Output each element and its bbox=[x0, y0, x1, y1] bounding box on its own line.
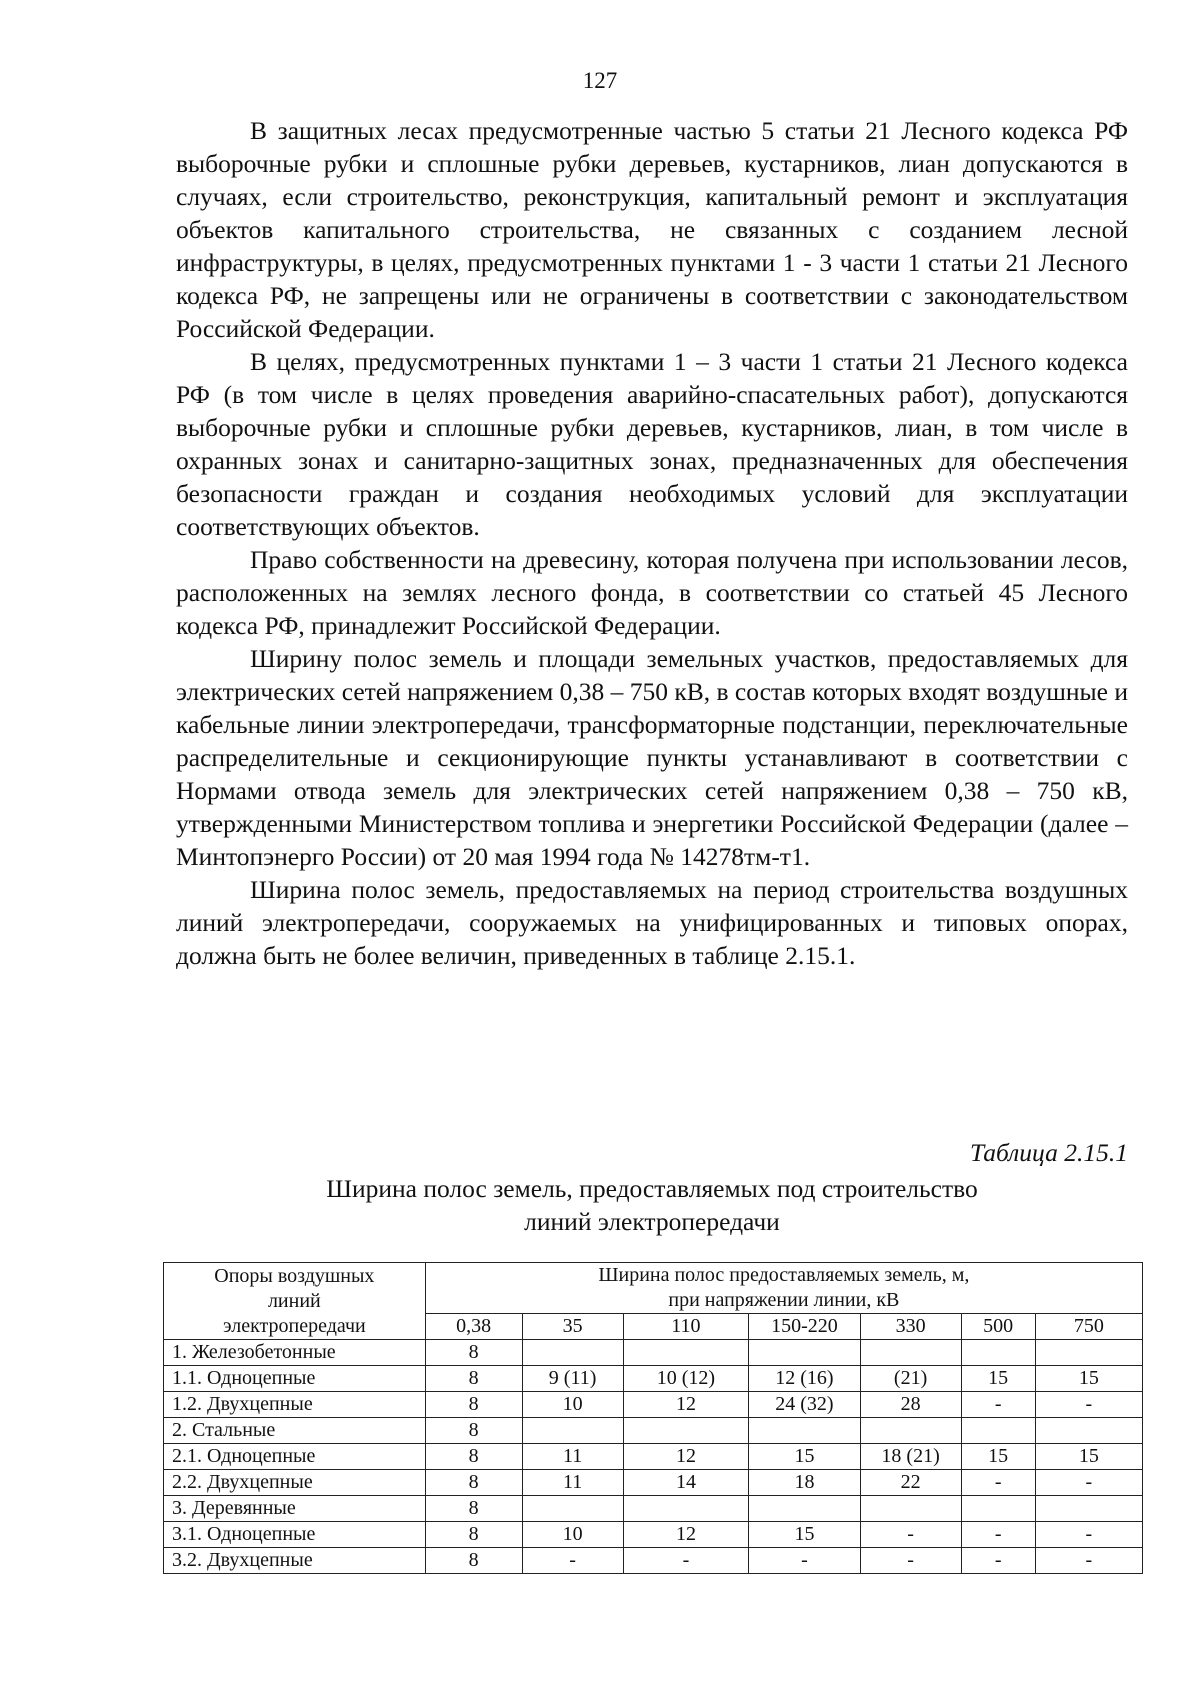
table-cell: 24 (32) bbox=[749, 1392, 860, 1418]
table-cell bbox=[623, 1340, 749, 1366]
table-cell: 8 bbox=[425, 1548, 522, 1574]
table-cell: - bbox=[860, 1522, 961, 1548]
table-row bbox=[164, 1522, 1143, 1548]
voltage-header: 330 bbox=[860, 1314, 961, 1340]
table-cell: 10 bbox=[522, 1522, 623, 1548]
paragraph: Право собственности на древесину, которая получена при использовании лесов, расположенных на землях лесного фонда, в соответствии со статьей 45 Лесного кодекса РФ, принадлежит Российской Федерации. bbox=[176, 545, 1128, 640]
table-cell: 8 bbox=[425, 1444, 522, 1470]
table-cell bbox=[749, 1418, 860, 1444]
land-width-table bbox=[163, 1262, 1143, 1574]
voltage-header: 0,38 bbox=[425, 1314, 522, 1340]
table-cell: 15 bbox=[961, 1444, 1035, 1470]
table-cell: 8 bbox=[425, 1496, 522, 1522]
table-row bbox=[164, 1470, 1143, 1496]
table-cell: 11 bbox=[522, 1470, 623, 1496]
header-supports bbox=[164, 1263, 426, 1340]
header-supports-text: Опоры воздушных линий электропередачи bbox=[214, 1264, 375, 1337]
table-row bbox=[164, 1340, 1143, 1366]
table-title-line: линий электропередачи bbox=[524, 1207, 780, 1236]
header-width bbox=[425, 1263, 1142, 1314]
header-width-line: при напряжении линии, кВ bbox=[668, 1289, 900, 1311]
table-cell: 8 bbox=[425, 1522, 522, 1548]
row-label: 3.1. Одноцепные bbox=[164, 1522, 426, 1548]
table-cell: - bbox=[749, 1548, 860, 1574]
table-cell: - bbox=[1035, 1548, 1142, 1574]
table-cell: 28 bbox=[860, 1392, 961, 1418]
table-cell: 10 bbox=[522, 1392, 623, 1418]
row-label: 2. Стальные bbox=[164, 1418, 426, 1444]
voltage-header: 750 bbox=[1035, 1314, 1142, 1340]
table-header-row bbox=[164, 1263, 1143, 1314]
table-cell: 8 bbox=[425, 1392, 522, 1418]
table-row bbox=[164, 1548, 1143, 1574]
row-label: 2.2. Двухцепные bbox=[164, 1470, 426, 1496]
table-cell: - bbox=[961, 1522, 1035, 1548]
table-cell: 8 bbox=[425, 1418, 522, 1444]
table-row bbox=[164, 1392, 1143, 1418]
body-text bbox=[176, 114, 1128, 972]
table-cell bbox=[961, 1418, 1035, 1444]
table-cell: 14 bbox=[623, 1470, 749, 1496]
table-cell bbox=[522, 1496, 623, 1522]
table-cell: 12 bbox=[623, 1392, 749, 1418]
row-label: 2.1. Одноцепные bbox=[164, 1444, 426, 1470]
voltage-header: 150-220 bbox=[749, 1314, 860, 1340]
table-body bbox=[164, 1340, 1143, 1574]
table-row bbox=[164, 1366, 1143, 1392]
voltage-header: 35 bbox=[522, 1314, 623, 1340]
table-cell bbox=[623, 1418, 749, 1444]
table-cell: 15 bbox=[749, 1522, 860, 1548]
table-cell bbox=[860, 1340, 961, 1366]
table-cell bbox=[1035, 1418, 1142, 1444]
table-row bbox=[164, 1496, 1143, 1522]
page-number: 127 bbox=[582, 68, 618, 93]
table-cell bbox=[522, 1340, 623, 1366]
table-cell bbox=[961, 1496, 1035, 1522]
table-cell bbox=[623, 1496, 749, 1522]
table-cell: 15 bbox=[1035, 1444, 1142, 1470]
table-row bbox=[164, 1418, 1143, 1444]
voltage-header: 110 bbox=[623, 1314, 749, 1340]
table-cell: - bbox=[961, 1392, 1035, 1418]
row-label: 1. Железобетонные bbox=[164, 1340, 426, 1366]
table-cell: 12 bbox=[623, 1522, 749, 1548]
table-cell: - bbox=[623, 1548, 749, 1574]
table-cell bbox=[749, 1496, 860, 1522]
table-cell bbox=[749, 1340, 860, 1366]
row-label: 1.2. Двухцепные bbox=[164, 1392, 426, 1418]
table-cell: 18 (21) bbox=[860, 1444, 961, 1470]
table-row bbox=[164, 1444, 1143, 1470]
table-cell: - bbox=[860, 1548, 961, 1574]
paragraph: В целях, предусмотренных пунктами 1 – 3 части 1 статьи 21 Лесного кодекса РФ (в том числе в целях проведения аварийно-спасательных работ), допускаются выборочные рубки и сплошные рубки деревьев, кустарников, лиан, в том числе в охранных зонах и санитарно-защитных зонах, предназначенных для обеспечения безопасности граждан и создания необходимых условий для эксплуатации соответствующих объектов. bbox=[176, 347, 1128, 541]
table-cell: - bbox=[1035, 1470, 1142, 1496]
table-cell: - bbox=[1035, 1522, 1142, 1548]
table-cell: 15 bbox=[961, 1366, 1035, 1392]
table-cell bbox=[860, 1496, 961, 1522]
table-title bbox=[176, 1172, 1128, 1238]
table-cell bbox=[860, 1418, 961, 1444]
table-cell: - bbox=[1035, 1392, 1142, 1418]
table-cell: 11 bbox=[522, 1444, 623, 1470]
table-cell: (21) bbox=[860, 1366, 961, 1392]
paragraph: В защитных лесах предусмотренные частью 5 статьи 21 Лесного кодекса РФ выборочные рубки и сплошные рубки деревьев, кустарников, лиан допускаются в случаях, если строительство, реконструкция, капитальный ремонт и эксплуатация объектов капитального строительства, не связанных с созданием лесной инфраструктуры, в целях, предусмотренных пунктами 1 - 3 части 1 статьи 21 Лесного кодекса РФ, не запрещены или не ограничены в соответствии с законодательством Российской Федерации. bbox=[176, 116, 1128, 343]
row-label: 3. Деревянные bbox=[164, 1496, 426, 1522]
paragraph: Ширина полос земель, предоставляемых на период строительства воздушных линий электропередачи, сооружаемых на унифицированных и типовых опорах, должна быть не более величин, приведенных в таблице 2.15.1. bbox=[176, 875, 1128, 970]
table-cell bbox=[522, 1418, 623, 1444]
table-cell bbox=[1035, 1496, 1142, 1522]
table-cell: - bbox=[961, 1470, 1035, 1496]
row-label: 1.1. Одноцепные bbox=[164, 1366, 426, 1392]
table-cell: 8 bbox=[425, 1340, 522, 1366]
table-cell bbox=[1035, 1340, 1142, 1366]
table-cell: 12 bbox=[623, 1444, 749, 1470]
table-cell: 12 (16) bbox=[749, 1366, 860, 1392]
header-width-line: Ширина полос предоставляемых земель, м, bbox=[598, 1264, 970, 1286]
table-cell: 22 bbox=[860, 1470, 961, 1496]
table-caption: Таблица 2.15.1 bbox=[969, 1138, 1128, 1167]
row-label: 3.2. Двухцепные bbox=[164, 1548, 426, 1574]
table-cell: 10 (12) bbox=[623, 1366, 749, 1392]
table-cell bbox=[961, 1340, 1035, 1366]
table-cell: 15 bbox=[1035, 1366, 1142, 1392]
table-cell: 8 bbox=[425, 1470, 522, 1496]
table-cell: 15 bbox=[749, 1444, 860, 1470]
table-cell: 8 bbox=[425, 1366, 522, 1392]
table-cell: - bbox=[961, 1548, 1035, 1574]
table-cell: 9 (11) bbox=[522, 1366, 623, 1392]
voltage-header: 500 bbox=[961, 1314, 1035, 1340]
table-cell: - bbox=[522, 1548, 623, 1574]
paragraph: Ширину полос земель и площади земельных участков, предоставляемых для электрических сетей напряжением 0,38 – 750 кВ, в состав которых входят воздушные и кабельные линии электропередачи, трансформаторные подстанции, переключательные распределительные и секционирующие пункты устанавливают в соответствии с Нормами отвода земель для электрических сетей напряжением 0,38 – 750 кВ, утвержденными Министерством топлива и энергетики Российской Федерации (далее – Минтопэнерго России) от 20 мая 1994 года № 14278тм-т1. bbox=[176, 644, 1128, 871]
table-cell: 18 bbox=[749, 1470, 860, 1496]
table-title-line: Ширина полос земель, предоставляемых под строительство bbox=[326, 1174, 978, 1203]
